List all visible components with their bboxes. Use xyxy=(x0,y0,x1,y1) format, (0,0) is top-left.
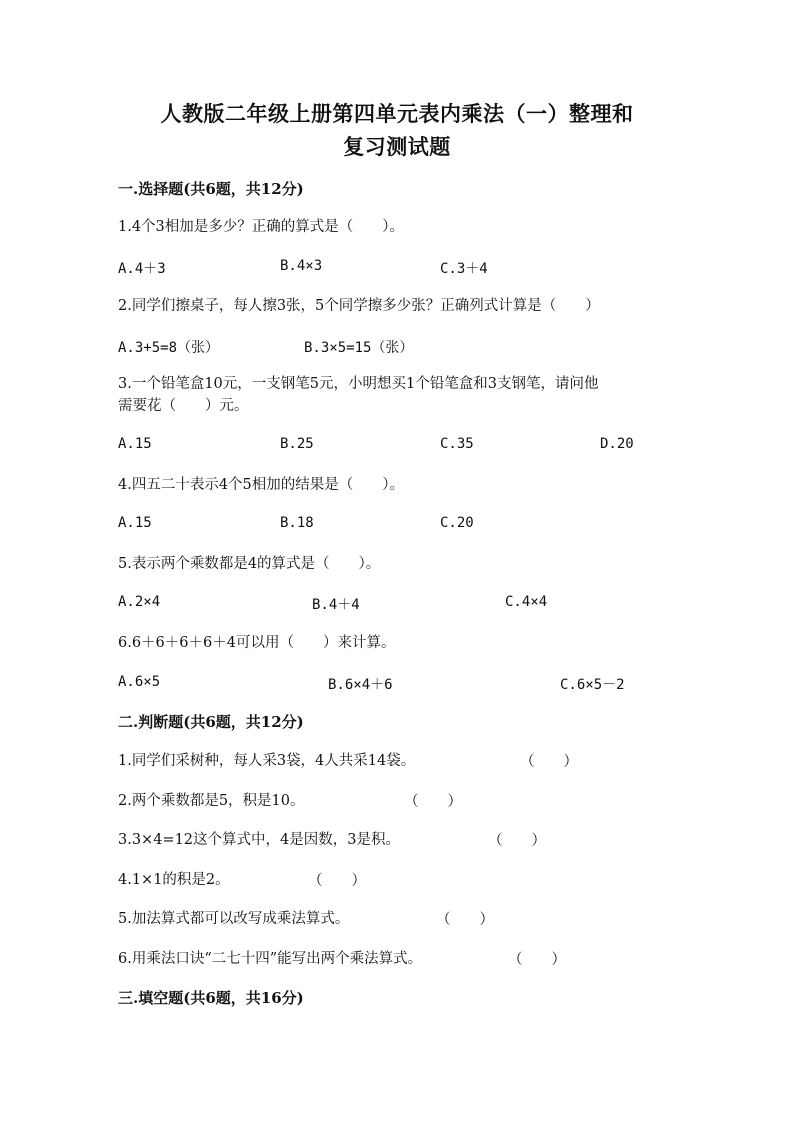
section-heading-judgement: 二.判断题(共6题，共12分) xyxy=(118,713,304,731)
option-b: B.25 xyxy=(280,436,314,452)
option-d: D.20 xyxy=(600,436,634,452)
option-b: B.3×5=15（张） xyxy=(304,340,414,356)
option-b: B.6×4＋6 xyxy=(328,677,393,693)
option-a: A.15 xyxy=(118,436,152,452)
answer-bracket: （ ） xyxy=(488,833,546,849)
section-heading-fill-blank: 三.填空题(共6题，共16分) xyxy=(118,989,304,1007)
question-text: 1.同学们采树种，每人采3袋，4人共采14袋。 xyxy=(118,753,416,769)
section-heading-choice: 一.选择题(共6题，共12分) xyxy=(118,180,304,198)
question-text-line2: 需要花（ ）元。 xyxy=(118,398,249,414)
option-c: C.6×5－2 xyxy=(560,677,625,693)
option-c: C.4×4 xyxy=(505,594,548,610)
option-b: B.4＋4 xyxy=(312,597,360,613)
question-text: 4.1×1的积是2。 xyxy=(118,872,230,888)
option-c: C.3＋4 xyxy=(440,261,488,277)
option-a: A.2×4 xyxy=(118,594,161,610)
question-text: 2.两个乘数都是5，积是10。 xyxy=(118,793,305,809)
answer-bracket: （ ） xyxy=(436,912,494,928)
option-b: B.4×3 xyxy=(280,258,323,274)
option-a: A.4＋3 xyxy=(118,261,166,277)
option-c: C.20 xyxy=(440,515,474,531)
answer-bracket: （ ） xyxy=(404,794,462,810)
option-b: B.18 xyxy=(280,515,314,531)
question-text: 5.表示两个乘数都是4的算式是（ ）。 xyxy=(118,556,381,572)
answer-bracket: （ ） xyxy=(520,754,578,770)
question-text: 4.四五二十表示4个5相加的结果是（ ）。 xyxy=(118,477,405,493)
question-text: 5.加法算式都可以改写成乘法算式。 xyxy=(118,911,350,927)
answer-bracket: （ ） xyxy=(308,873,366,889)
page-title-line2: 复习测试题 xyxy=(343,134,451,159)
question-text: 1.4个3相加是多少？正确的算式是（ ）。 xyxy=(118,219,405,235)
option-c: C.35 xyxy=(440,436,474,452)
option-a: A.6×5 xyxy=(118,674,161,690)
question-text: 6.用乘法口诀“二七十四”能写出两个乘法算式。 xyxy=(118,951,423,967)
page-title-line1: 人教版二年级上册第四单元表内乘法（一）整理和 xyxy=(160,101,634,126)
option-a: A.3+5=8（张） xyxy=(118,340,220,356)
question-text-line1: 3.一个铅笔盒10元，一支钢笔5元，小明想买1个铅笔盒和3支钢笔，请问他 xyxy=(118,376,599,392)
question-text: 6.6＋6＋6＋6＋4可以用（ ）来计算。 xyxy=(118,635,396,651)
answer-bracket: （ ） xyxy=(508,952,566,968)
option-a: A.15 xyxy=(118,515,152,531)
question-text: 2.同学们擦桌子，每人擦3张，5个同学擦多少张？正确列式计算是（ ） xyxy=(118,298,600,314)
question-text: 3.3×4=12这个算式中，4是因数，3是积。 xyxy=(118,832,400,848)
